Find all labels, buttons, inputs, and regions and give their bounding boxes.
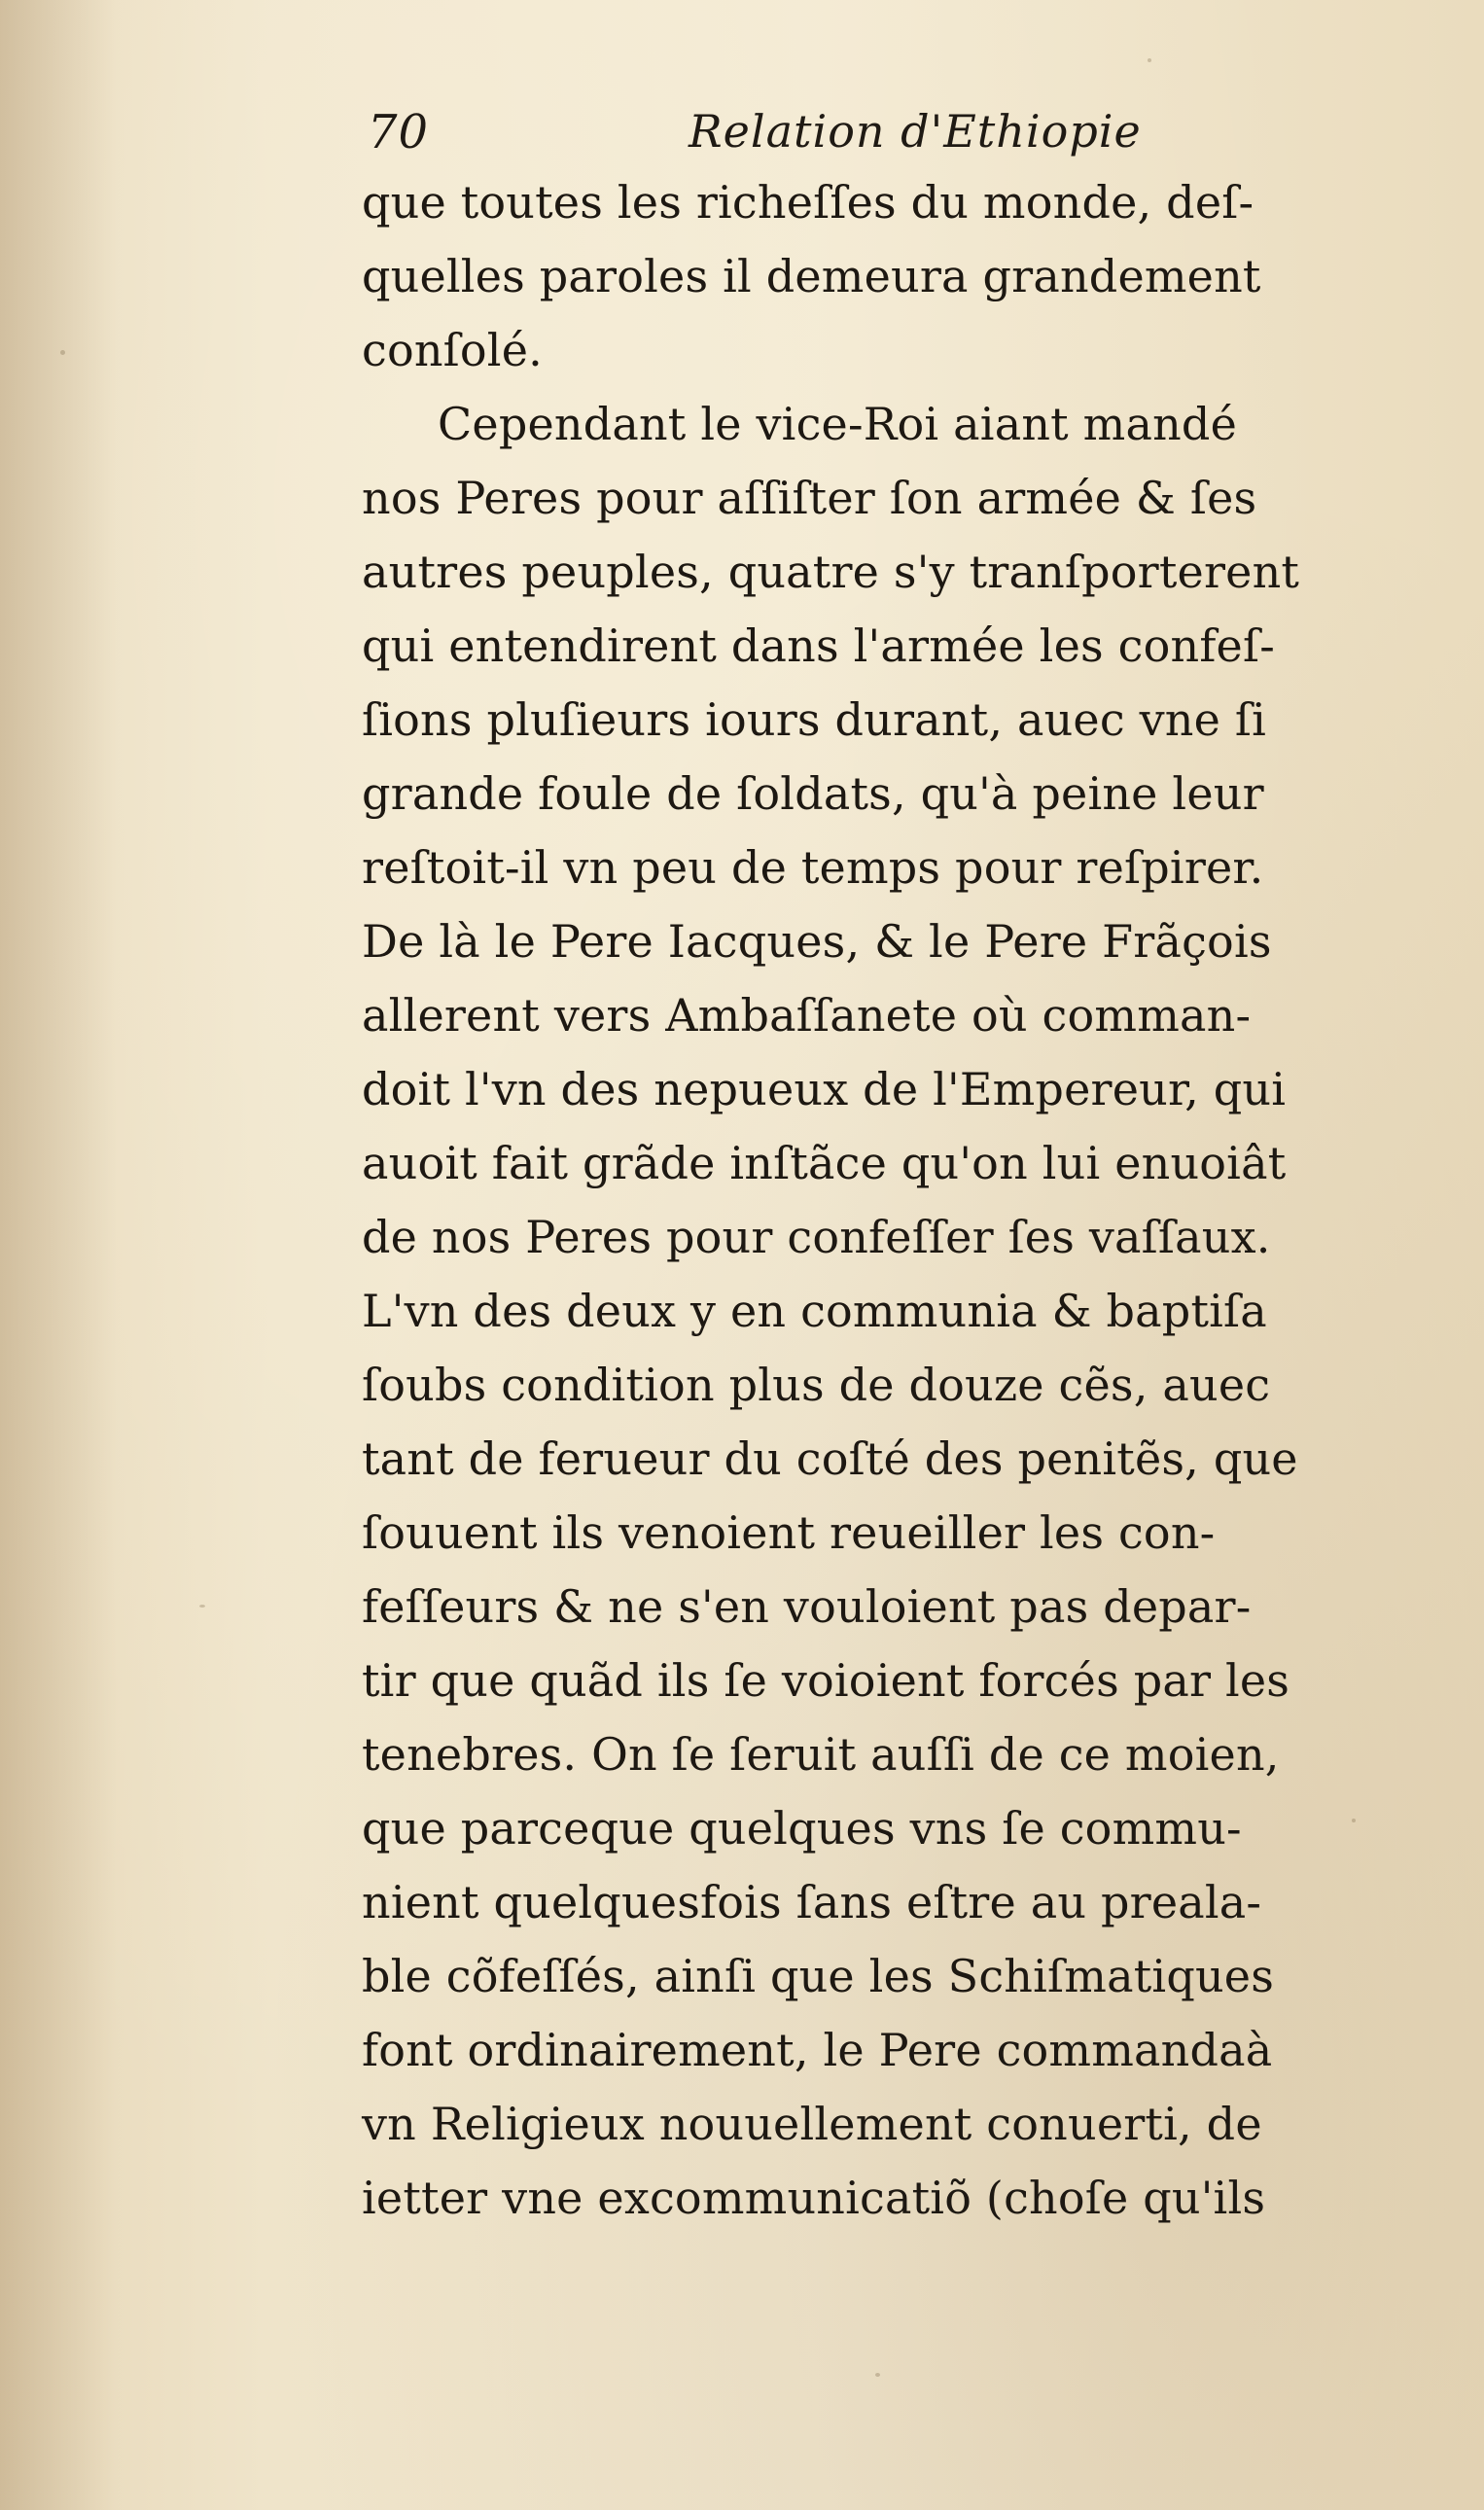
paper-speck <box>60 350 65 355</box>
text-line: autres peuples, quatre s'y tranſporterent <box>362 546 1300 598</box>
text-line: de nos Peres pour confeſſer ſes vaſſaux. <box>362 1211 1271 1263</box>
text-line: ietter vne excommunicatiõ (choſe qu'ils <box>362 2172 1266 2224</box>
text-line: grande foule de ſoldats, qu'à peine leur <box>362 767 1264 820</box>
text-line: tenebres. On ſe ſeruit auſſi de ce moien, <box>362 1728 1280 1781</box>
text-line: tant de ferueur du coſté des penitẽs, que <box>362 1432 1298 1485</box>
text-line: feſſeurs & ne s'en vouloient pas depar- <box>362 1580 1252 1633</box>
text-line: quelles paroles il demeura grandement <box>362 250 1261 302</box>
text-line: nient quelquesfois ſans eſtre au preala- <box>362 1876 1262 1928</box>
text-line: ſoubs condition plus de douze cẽs, auec <box>362 1359 1271 1411</box>
text-line: ſouuent ils venoient reueiller les con- <box>362 1506 1216 1559</box>
text-line: font ordinairement, le Pere commandaà <box>362 2024 1273 2076</box>
text-line: ſions pluſieurs iours durant, auec vne ſi <box>362 693 1267 746</box>
paper-speck <box>1148 58 1151 62</box>
text-line: qui entendirent dans l'armée les confeſ- <box>362 619 1275 672</box>
page-number: 70 <box>368 105 430 159</box>
paper-speck <box>199 1605 205 1608</box>
text-line: tir que quãd ils ſe voioient forcés par les <box>362 1654 1290 1707</box>
text-line: ble cõfeſſés, ainſi que les Schiſmatiques <box>362 1950 1275 2002</box>
text-line: reſtoit-il vn peu de temps pour reſpirer. <box>362 841 1264 894</box>
text-line: doit l'vn des nepueux de l'Empereur, qui <box>362 1063 1287 1115</box>
text-line: vn Religieux nouuellement conuerti, de <box>362 2098 1262 2150</box>
text-line: auoit fait grãde inſtãce qu'on lui enuoiât <box>362 1137 1287 1189</box>
paragraph-first-line: Cependant le vice-Roi aiant mandé <box>438 398 1237 450</box>
page-header <box>368 105 1418 173</box>
text-line: L'vn des deux y en communia & baptiſa <box>362 1285 1267 1337</box>
body-text <box>362 165 1431 2235</box>
text-line: conſolé. <box>362 324 543 376</box>
paper-speck <box>875 2373 880 2377</box>
text-line: que toutes les richeſſes du monde, deſ- <box>362 176 1254 229</box>
text-line: De là le Pere Iacques, & le Pere Frãçois <box>362 915 1272 968</box>
running-head: Relation d'Ethiopie <box>689 105 1142 158</box>
page-gutter-shadow <box>0 0 117 2510</box>
text-line: nos Peres pour aſſiſter ſon armée & ſes <box>362 472 1257 524</box>
text-line: allerent vers Ambaſſanete où comman- <box>362 989 1252 1042</box>
text-line: que parceque quelques vns ſe commu- <box>362 1802 1242 1855</box>
